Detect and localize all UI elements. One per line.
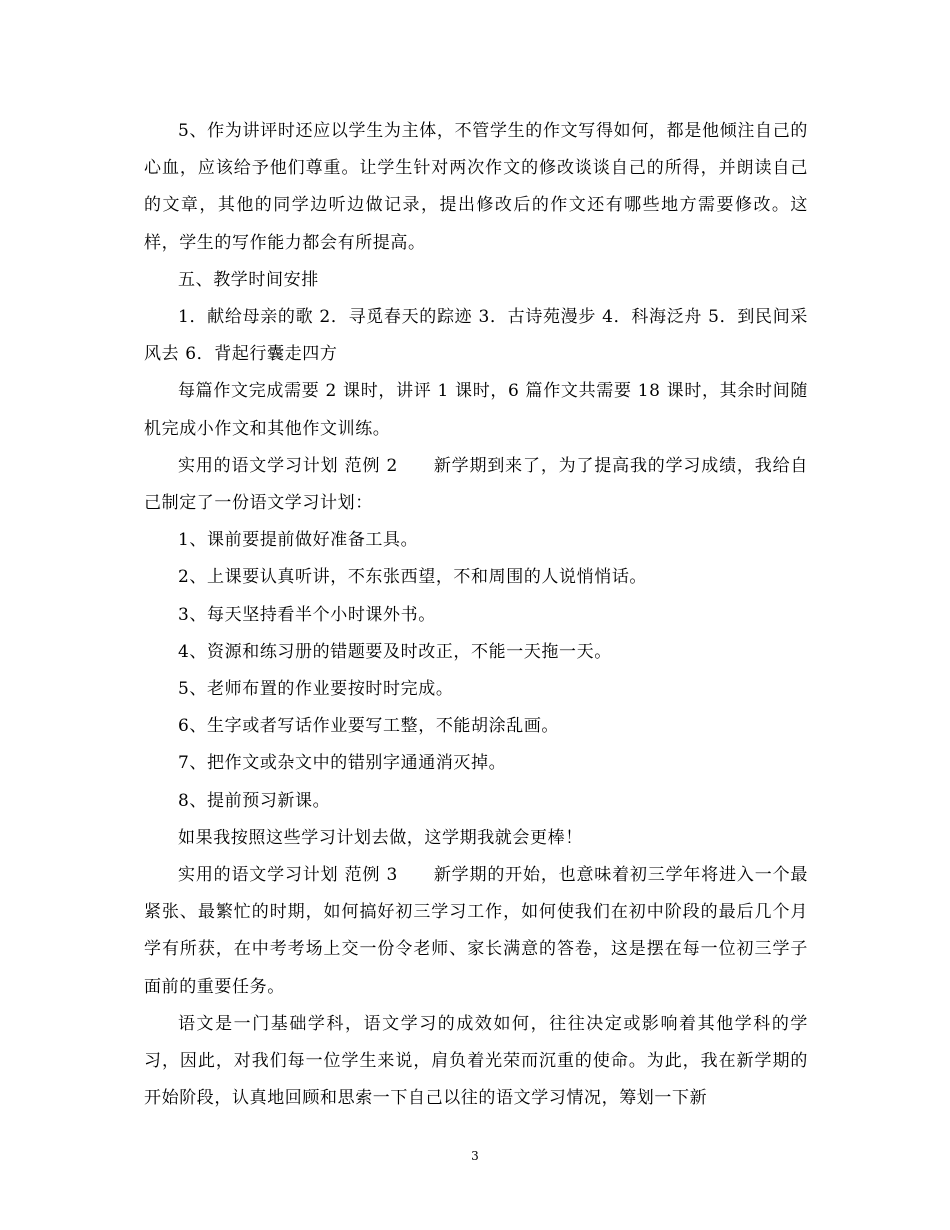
page-number: 3: [471, 1149, 479, 1163]
list-item-2: 2、上课要认真听讲，不东张西望，不和周围的人说悄悄话。: [178, 567, 648, 588]
paragraph-unit-list: 1．献给母亲的歌 2．寻觅春天的踪迹 3．古诗苑漫步 4．科海泛舟 5．到民间采风去 6．背起行囊走四方: [144, 307, 808, 365]
list-item-4: 4、资源和练习册的错题要及时改正，不能一天拖一天。: [178, 641, 612, 662]
paragraph-chinese-subject: 语文是一门基础学科，语文学习的成效如何，往往决定或影响着其他学科的学习，因此，对我们每一位学生来说，肩负着光荣而沉重的使命。为此，我在新学期的开始阶段，认真地回顾和思索一下自己以往的语文学习情况，筹划一下新: [144, 1013, 808, 1109]
paragraph-point-5-critique: 5、作为讲评时还应以学生为主体，不管学生的作文写得如何，都是他倾注自己的心血，应该给予他们尊重。让学生针对两次作文的修改谈谈自己的所得，并朗读自己的文章，其他的同学边听边做记录，提出修改后的作文还有哪些地方需要修改。这样，学生的写作能力都会有所提高。: [144, 121, 808, 253]
paragraph-hours: 每篇作文完成需要 2 课时，讲评 1 课时，6 篇作文共需要 18 课时，其余时间随机完成小作文和其他作文训练。: [144, 381, 808, 439]
list-item-7: 7、把作文或杂文中的错别字通通消灭掉。: [178, 753, 507, 774]
paragraph-example-3-intro: 实用的语文学习计划 范例 3 新学期的开始，也意味着初三学年将进入一个最紧张、最繁忙的时期，如何搞好初三学习工作，如何使我们在初中阶段的最后几个月学有所获，在中考考场上交一份令老师、家长满意的答卷，这是摆在每一位初三学子面前的重要任务。: [144, 865, 808, 997]
paragraph-example-2-intro: 实用的语文学习计划 范例 2 新学期到来了，为了提高我的学习成绩，我给自己制定了一份语文学习计划：: [144, 455, 808, 514]
section-heading-schedule: 五、教学时间安排: [178, 269, 319, 290]
list-item-5: 5、老师布置的作业要按时时完成。: [178, 679, 454, 700]
list-item-8: 8、提前预习新课。: [178, 790, 331, 811]
paragraph-conclusion: 如果我按照这些学习计划去做，这学期我就会更棒！: [178, 827, 583, 848]
list-item-6: 6、生字或者写话作业要写工整，不能胡涂乱画。: [178, 716, 560, 737]
list-item-3: 3、每天坚持看半个小时课外书。: [178, 604, 436, 625]
body-text: [144, 113, 808, 1117]
list-item-1: 1、课前要提前做好准备工具。: [178, 530, 419, 551]
